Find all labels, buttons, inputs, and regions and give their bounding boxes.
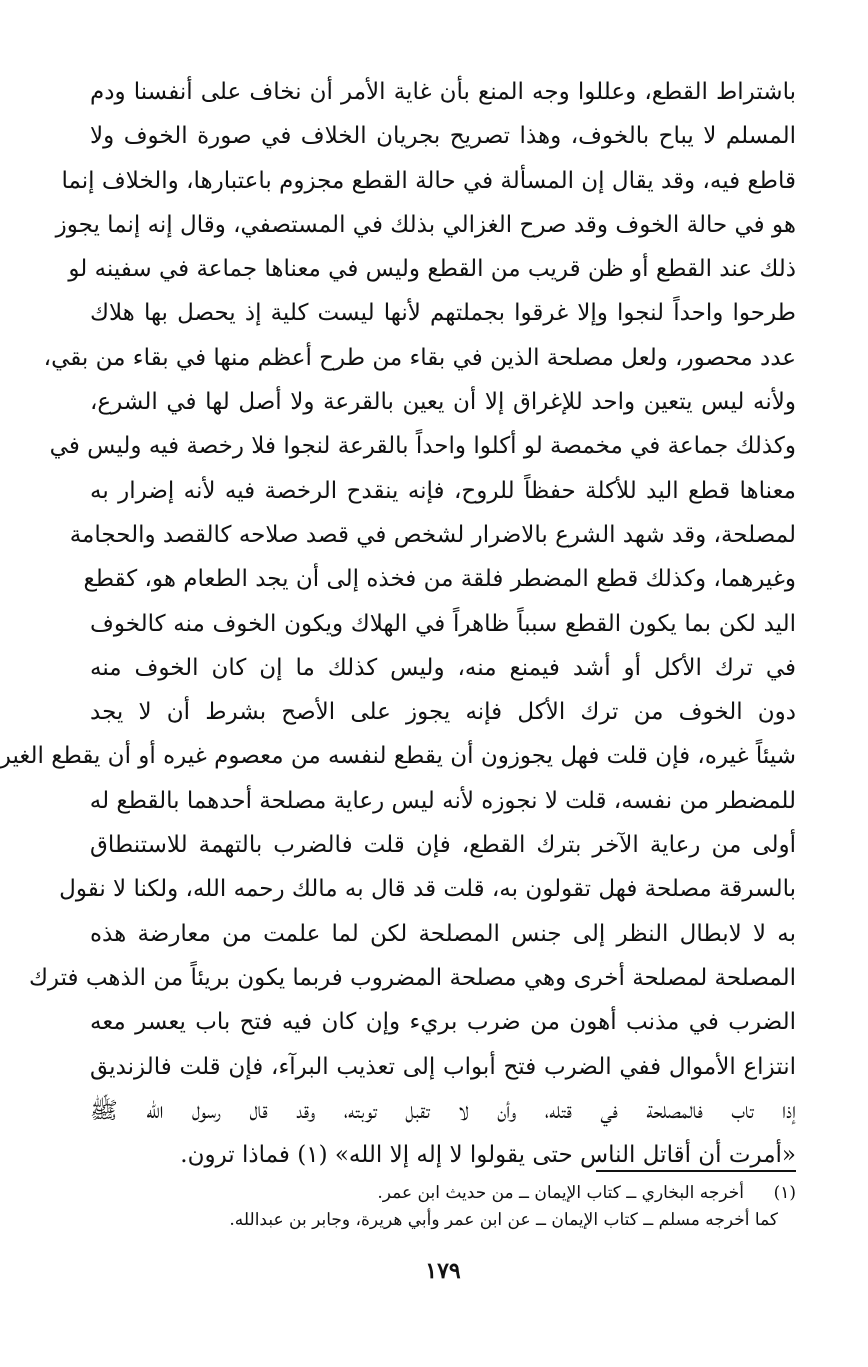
body-line: في ترك الأكل أو أشد فيمنع منه، وليس كذلك ما إن كان الخوف منه [90,654,796,681]
body-line: معناها قطع اليد للأكلة حفظاً للروح، فإنه ينقدح الرخصة فيه لأنه إضرار به [90,477,796,504]
body-line: ولأنه ليس يتعين واحد للإغراق إلا أن يعين بالقرعة ولا أصل لها في الشرع، [90,389,796,416]
body-line: لمصلحة، وقد شهد الشرع بالاضرار لشخص في قصد صلاحه كالقصد والحجامة [69,521,796,548]
page-number: ١٧٩ [425,1258,461,1284]
body-line: اليد لكن بما يكون القطع سبباً ظاهراً في الهلاك ويكون الخوف منه كالخوف [90,610,796,637]
footnote-marker: (١) [773,1183,796,1203]
body-line: به لا لابطال النظر إلى جنس المصلحة لكن لما علمت من معارضة هذه [90,920,796,947]
body-line: عدد محصور، ولعل مصلحة الذين في بقاء من طرح أعظم منها في بقاء من بقي، [43,344,796,371]
body-line: دون الخوف من ترك الأكل فإنه يجوز على الأصح بشرط أن لا يجد [90,699,796,726]
body-line: ذلك عند القطع أو ظن قريب من القطع وليس في معناها جماعة في سفينه لو [68,256,796,283]
body-line: شيئاً غيره، فإن قلت فهل يجوزون أن يقطع لنفسه من معصوم غيره أو أن يقطع الغير [0,743,796,770]
body-line: انتزاع الأموال ففي الضرب فتح أبواب إلى تعذيب البرآء، فإن قلت فالزنديق [90,1053,796,1080]
body-text [0,70,796,1177]
body-line: «أمرت أن أقاتل الناس حتى يقولوا لا إله إلا الله» (١) فماذا ترون. [180,1142,796,1169]
body-line: باشتراط القطع، وعللوا وجه المنع بأن غاية الأمر أن نخاف على أنفسنا ودم [90,79,796,105]
body-line: قاطع فيه، وقد يقال إن المسألة في حالة القطع مجزوم باعتبارها، والخلاف إنما [61,167,796,194]
footnote-1 [90,1180,796,1207]
footnote-divider [596,1170,796,1172]
body-line: هو في حالة الخوف وقد صرح الغزالي بذلك في المستصفي، وقال إنه إنما يجوز [55,211,796,238]
body-line: المسلم لا يباح بالخوف، وهذا تصريح بجريان الخلاف في صورة الخوف ولا [90,123,796,150]
body-line: وكذلك جماعة في مخمصة لو أكلوا واحداً بالقرعة لنجوا فلا رخصة فيه وليس في [49,433,796,460]
body-line: للمضطر من نفسه، قلت لا نجوزه لأنه ليس رعاية مصلحة أحدهما بالقطع له [89,787,796,814]
body-line: المصلحة لمصلحة أخرى وهي مصلحة المضروب فربما يكون بريئاً من الذهب فترك [28,964,796,991]
body-line: طرحوا واحداً لنجوا وإلا غرقوا بجملتهم لأنها ليست كلية إذ يحصل بها هلاك [90,300,796,327]
body-line: الضرب في مذنب أهون من ضرب بريء وإن كان فيه فتح باب يعسر معه [90,1009,796,1036]
body-line: إذا تاب فالمصلحة في قتله، وأن لا تقبل توبته، وقد قال رسول الله ﷺ [90,1097,796,1124]
footnote-text: أخرجه البخاري ــ كتاب الإيمان ــ من حديث ابن عمر. [377,1183,744,1203]
footnotes [90,1180,796,1234]
body-line: بالسرقة مصلحة فهل تقولون به، قلت قد قال به مالك رحمه الله، ولكنا لا نقول [59,876,796,903]
body-line: أولى من رعاية الآخر بترك القطع، فإن قلت فالضرب بالتهمة للاستنطاق [90,832,796,859]
body-line: وغيرهما، وكذلك قطع المضطر فلقة من فخذه إلى أن يجد الطعام هو، كقطع [83,566,796,593]
footnote-1-continuation: كما أخرجه مسلم ــ كتاب الإيمان ــ عن ابن عمر وأبي هريرة، وجابر بن عبدالله. [229,1210,778,1230]
